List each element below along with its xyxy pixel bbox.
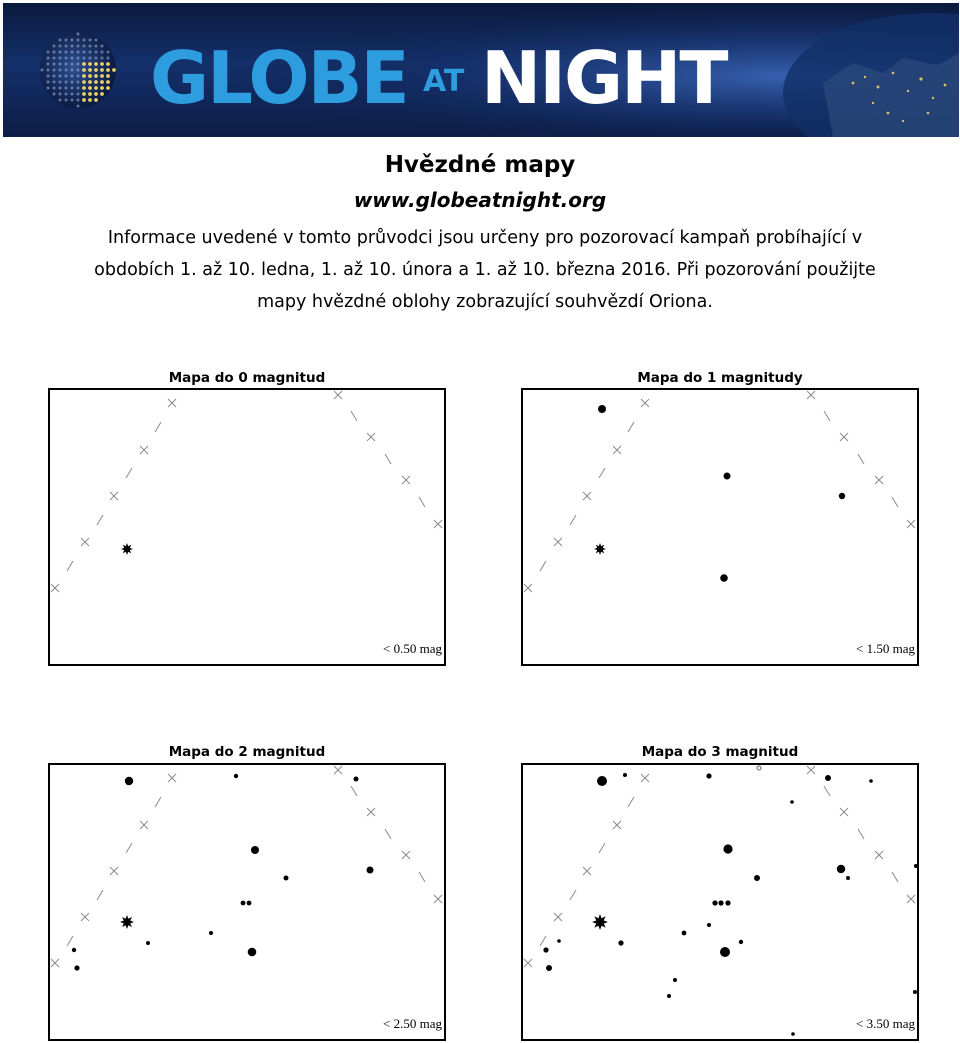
star-marker — [598, 405, 606, 413]
horizon-dash-mark — [892, 872, 898, 882]
horizon-dash-mark — [570, 890, 576, 900]
horizon-dash-mark — [351, 786, 357, 796]
star-marker — [712, 900, 717, 905]
star-marker — [209, 931, 213, 935]
star-marker — [546, 965, 552, 971]
star-map-0-mag-chart — [50, 390, 444, 664]
star-marker — [739, 940, 743, 944]
horizon-dash-mark — [155, 797, 161, 807]
horizon-dash-mark — [97, 890, 103, 900]
logo-night-text: NIGHT — [481, 36, 727, 120]
star-marker — [234, 774, 238, 778]
bright-star-marker — [121, 543, 133, 555]
horizon-dash-mark — [599, 843, 605, 853]
star-marker — [791, 1032, 795, 1036]
star-marker — [754, 875, 760, 881]
map-title-0-mag: Mapa do 0 magnitud — [168, 370, 326, 386]
star-map-2-mag — [48, 763, 446, 1041]
banner-artwork — [3, 3, 959, 137]
star-marker — [825, 775, 831, 781]
horizon-dash-mark — [540, 936, 546, 946]
star-map-3-mag — [521, 763, 919, 1041]
star-marker — [837, 865, 845, 873]
star-marker — [667, 994, 671, 998]
star-marker — [723, 844, 732, 853]
horizon-dash-mark — [858, 829, 864, 839]
bright-star-marker — [120, 915, 134, 929]
star-map-1-mag — [521, 388, 919, 666]
horizon-dash-mark — [385, 829, 391, 839]
horizon-dash-mark — [126, 468, 132, 478]
map-title-2-mag: Mapa do 2 magnitud — [168, 744, 326, 760]
star-marker — [146, 941, 150, 945]
faint-star-marker — [757, 766, 761, 770]
bright-star-marker — [594, 543, 606, 555]
star-marker — [673, 978, 677, 982]
horizon-dash-mark — [155, 422, 161, 432]
horizon-dash-mark — [385, 454, 391, 464]
star-marker — [597, 776, 607, 786]
horizon-dash-mark — [540, 561, 546, 571]
star-marker — [839, 493, 845, 499]
horizon-dash-mark — [892, 497, 898, 507]
horizon-dash-mark — [858, 454, 864, 464]
magnitude-limit-label: < 0.50 mag — [383, 641, 442, 656]
star-marker — [367, 867, 374, 874]
magnitude-limit-label: < 2.50 mag — [383, 1016, 442, 1031]
horizon-dash-mark — [570, 515, 576, 525]
dotted-globe-icon — [40, 32, 116, 108]
star-map-1-mag-chart — [523, 390, 917, 664]
map-title-1-mag: Mapa do 1 magnitudy — [637, 370, 803, 386]
star-marker — [557, 939, 561, 943]
star-marker — [869, 779, 873, 783]
intro-paragraph: Informace uvedené v tomto průvodci jsou určeny pro pozorovací kampaň probíhající v obdobích 1. až 10. ledna, 1. až 10. února a 1. až 10. března 2016. Při pozorování použijte mapy hvězdné oblohy zobrazující souhvězdí Oriona. — [94, 228, 876, 312]
star-marker — [72, 948, 76, 952]
star-marker — [125, 777, 133, 785]
star-map-2-mag-chart — [50, 765, 444, 1039]
horizon-dash-mark — [126, 843, 132, 853]
star-marker — [284, 876, 289, 881]
horizon-dash-mark — [97, 515, 103, 525]
star-marker — [248, 948, 257, 957]
map-title-3-mag: Mapa do 3 magnitud — [641, 744, 799, 760]
star-marker — [247, 901, 252, 906]
star-marker — [543, 947, 548, 952]
horizon-dash-mark — [824, 786, 830, 796]
logo-at-text: AT — [423, 64, 465, 99]
star-marker — [718, 900, 723, 905]
horizon-dash-mark — [67, 936, 73, 946]
star-marker — [724, 473, 731, 480]
star-marker — [682, 931, 687, 936]
horizon-dash-mark — [419, 497, 425, 507]
horizon-dash-mark — [628, 422, 634, 432]
star-marker — [74, 965, 79, 970]
star-marker — [251, 846, 259, 854]
logo-globe-text: GLOBE — [150, 36, 408, 120]
horizon-dash-mark — [419, 872, 425, 882]
star-marker — [618, 940, 623, 945]
star-marker — [913, 990, 917, 994]
star-marker — [720, 574, 728, 582]
horizon-dash-mark — [628, 797, 634, 807]
horizon-dash-mark — [599, 468, 605, 478]
page-title: Hvězdné mapy — [384, 152, 576, 178]
horizon-dash-mark — [67, 561, 73, 571]
magnitude-limit-label: < 1.50 mag — [856, 641, 915, 656]
star-marker — [707, 923, 711, 927]
star-marker — [914, 864, 917, 868]
star-marker — [354, 777, 359, 782]
star-map-0-mag — [48, 388, 446, 666]
star-marker — [720, 947, 730, 957]
horizon-dash-mark — [351, 411, 357, 421]
globe-at-night-banner — [3, 3, 959, 137]
star-marker — [623, 773, 627, 777]
website-link[interactable]: www.globeatnight.org — [353, 188, 607, 212]
star-map-3-mag-chart — [523, 765, 917, 1039]
star-marker — [846, 876, 850, 880]
star-marker — [790, 800, 794, 804]
star-marker — [706, 773, 711, 778]
horizon-dash-mark — [824, 411, 830, 421]
bright-star-marker — [592, 914, 608, 930]
star-marker — [725, 900, 730, 905]
star-marker — [241, 901, 246, 906]
magnitude-limit-label: < 3.50 mag — [856, 1016, 915, 1031]
